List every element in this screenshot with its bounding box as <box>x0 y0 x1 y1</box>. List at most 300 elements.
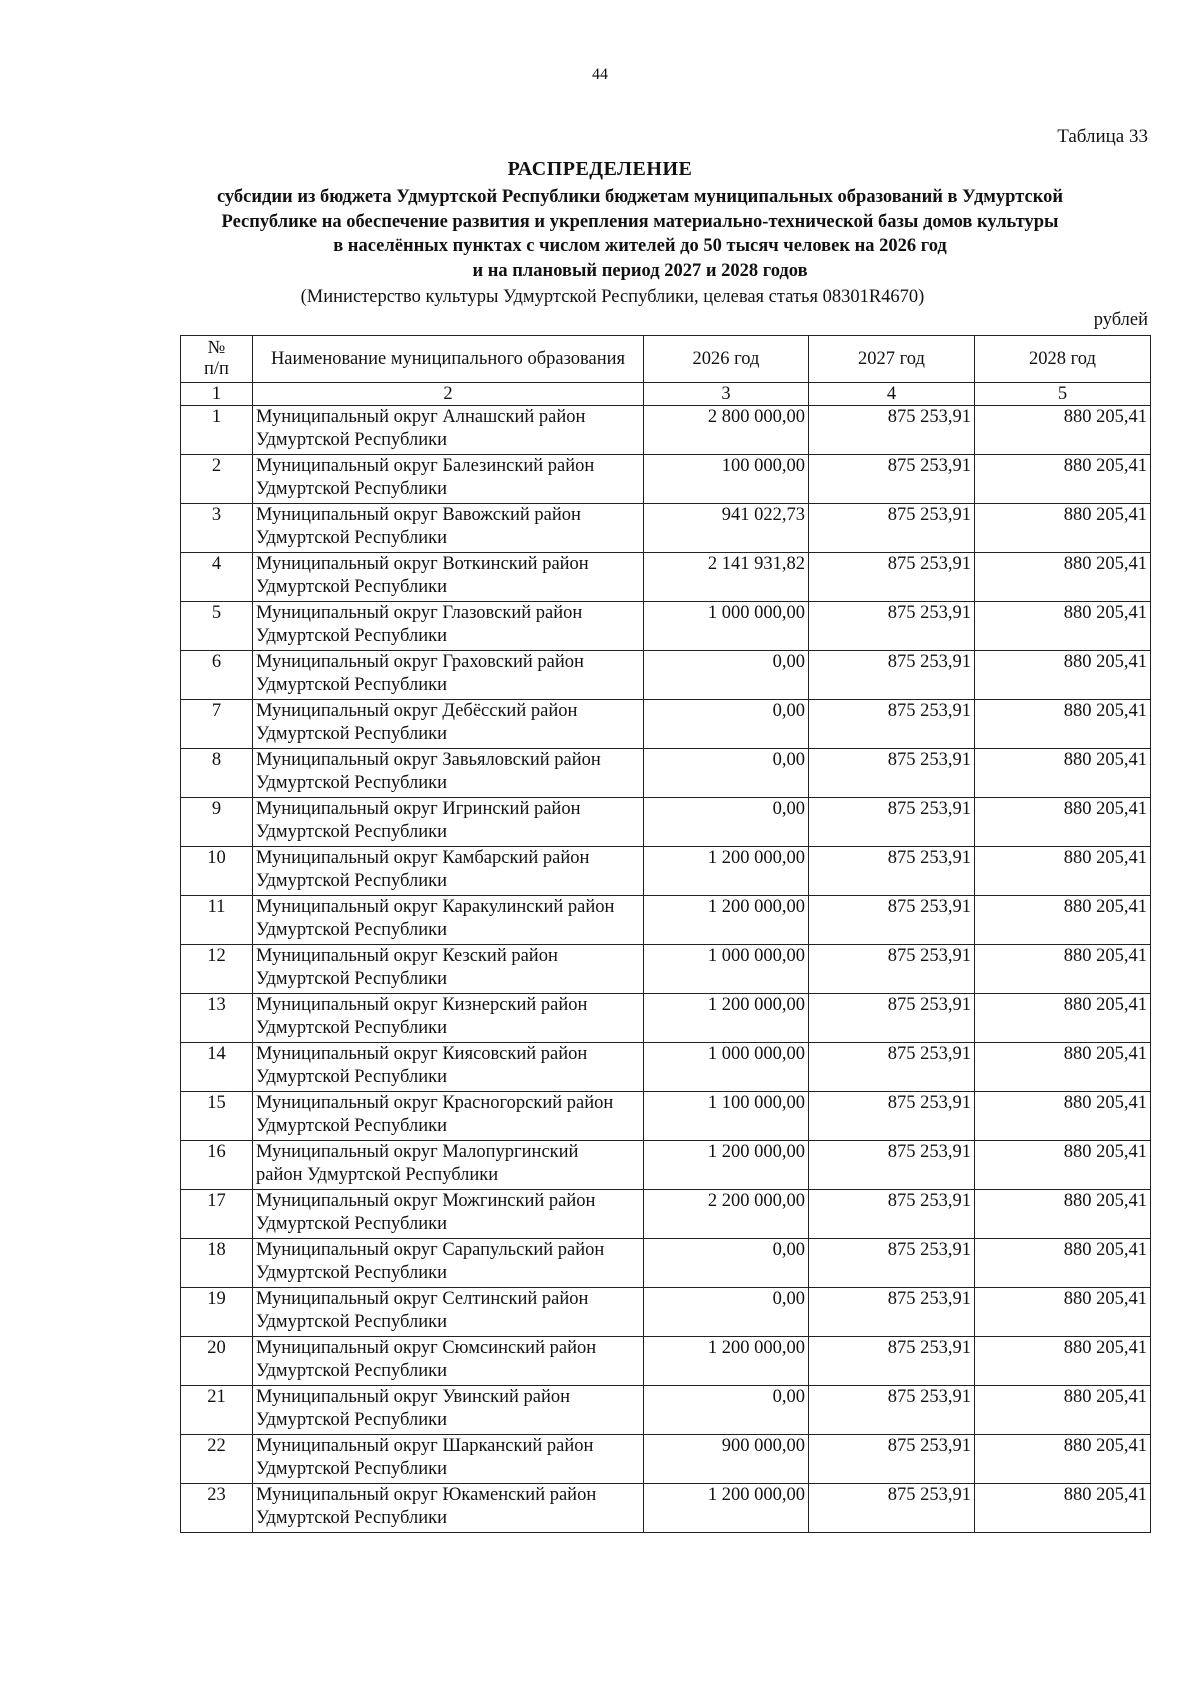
amount-2026: 1 200 000,00 <box>707 1338 805 1358</box>
amount-2027-cell <box>809 553 975 602</box>
amount-2028: 880 205,41 <box>1063 1387 1147 1407</box>
amount-2028: 880 205,41 <box>1063 701 1147 721</box>
amount-2026: 0,00 <box>772 750 805 770</box>
amount-2028: 880 205,41 <box>1063 1338 1147 1358</box>
amount-2028: 880 205,41 <box>1063 1289 1147 1309</box>
amount-2028: 880 205,41 <box>1063 554 1147 574</box>
amount-2027-cell <box>809 602 975 651</box>
row-number-cell <box>181 1239 253 1288</box>
table-row <box>181 1190 1151 1239</box>
amount-2026: 941 022,73 <box>721 505 805 525</box>
amount-2028: 880 205,41 <box>1063 1485 1147 1505</box>
amount-2026: 1 200 000,00 <box>707 1142 805 1162</box>
row-number: 5 <box>211 603 222 623</box>
amount-2027-cell <box>809 1435 975 1484</box>
amount-2028: 880 205,41 <box>1063 505 1147 525</box>
table-row <box>181 1043 1151 1092</box>
municipality-name-line: Муниципальный округ Алнашский район <box>256 407 586 427</box>
amount-2027: 875 253,91 <box>887 848 971 868</box>
amount-2027: 875 253,91 <box>887 1387 971 1407</box>
municipality-name-line: Муниципальный округ Вавожский район <box>256 505 581 525</box>
amount-2026: 1 000 000,00 <box>707 1044 805 1064</box>
header-name: Наименование муниципального образования <box>253 336 644 383</box>
row-number: 11 <box>207 897 226 917</box>
amount-2028-cell <box>975 553 1151 602</box>
row-number-cell <box>181 455 253 504</box>
amount-2026-cell <box>644 651 809 700</box>
amount-2027: 875 253,91 <box>887 1191 971 1211</box>
amount-2027-cell <box>809 1288 975 1337</box>
municipality-name-line: Удмуртской Республики <box>256 871 448 891</box>
table-row <box>181 896 1151 945</box>
municipality-name-cell <box>253 602 644 651</box>
municipality-name-cell <box>253 406 644 455</box>
document-subtitle <box>160 185 1120 283</box>
amount-2026: 1 200 000,00 <box>707 848 805 868</box>
row-number: 16 <box>207 1142 226 1162</box>
row-number-cell <box>181 945 253 994</box>
amount-2028-cell <box>975 651 1151 700</box>
table-row <box>181 1435 1151 1484</box>
distribution-table <box>180 335 1151 1533</box>
municipality-name-cell <box>253 749 644 798</box>
amount-2026-cell <box>644 455 809 504</box>
municipality-name-cell <box>253 1190 644 1239</box>
table-row <box>181 945 1151 994</box>
amount-2026: 2 141 931,82 <box>707 554 805 574</box>
row-number-cell <box>181 896 253 945</box>
table-row <box>181 1337 1151 1386</box>
municipality-name-line: Муниципальный округ Малопургинский <box>256 1142 579 1162</box>
amount-2026-cell <box>644 1239 809 1288</box>
amount-2028-cell <box>975 994 1151 1043</box>
amount-2027: 875 253,91 <box>887 652 971 672</box>
amount-2026-cell <box>644 798 809 847</box>
subtitle-line: субсидии из бюджета Удмуртской Республики бюджетам муниципальных образований в Удмуртской <box>216 187 1064 207</box>
amount-2027: 875 253,91 <box>887 456 971 476</box>
amount-2028-cell <box>975 749 1151 798</box>
amount-2028: 880 205,41 <box>1063 995 1147 1015</box>
table-row <box>181 602 1151 651</box>
amount-2026-cell <box>644 1092 809 1141</box>
amount-2027: 875 253,91 <box>887 701 971 721</box>
amount-2027: 875 253,91 <box>887 407 971 427</box>
amount-2028-cell <box>975 1190 1151 1239</box>
table-row <box>181 1484 1151 1533</box>
municipality-name-line: Удмуртской Республики <box>256 1067 448 1087</box>
municipality-name-line: Муниципальный округ Можгинский район <box>256 1191 596 1211</box>
row-number: 3 <box>211 505 222 525</box>
amount-2026: 0,00 <box>772 652 805 672</box>
municipality-name-line: Муниципальный округ Сюмсинский район <box>256 1338 597 1358</box>
row-number-cell <box>181 1092 253 1141</box>
amount-2027: 875 253,91 <box>887 1436 971 1456</box>
row-number: 23 <box>207 1485 226 1505</box>
row-number: 10 <box>207 848 226 868</box>
municipality-name-line: Муниципальный округ Красногорский район <box>256 1093 614 1113</box>
municipality-name-line: Удмуртской Республики <box>256 1018 448 1038</box>
amount-2026: 100 000,00 <box>721 456 805 476</box>
amount-2027-cell <box>809 945 975 994</box>
amount-2026-cell <box>644 1435 809 1484</box>
row-number: 7 <box>211 701 222 721</box>
municipality-name-line: Удмуртской Республики <box>256 430 448 450</box>
table-row <box>181 749 1151 798</box>
row-number: 6 <box>211 652 222 672</box>
amount-2026-cell <box>644 602 809 651</box>
amount-2027: 875 253,91 <box>887 1338 971 1358</box>
municipality-name-line: Муниципальный округ Камбарский район <box>256 848 590 868</box>
row-number: 17 <box>207 1191 226 1211</box>
header-2027: 2027 год <box>809 336 975 383</box>
amount-2027-cell <box>809 798 975 847</box>
municipality-name-line: Муниципальный округ Граховский район <box>256 652 584 672</box>
amount-2026-cell <box>644 504 809 553</box>
page-number: 44 <box>592 66 608 83</box>
amount-2027-cell <box>809 1239 975 1288</box>
row-number-cell <box>181 749 253 798</box>
amount-2027-cell <box>809 1386 975 1435</box>
amount-2027: 875 253,91 <box>887 750 971 770</box>
amount-2027-cell <box>809 1484 975 1533</box>
amount-2028: 880 205,41 <box>1063 603 1147 623</box>
row-number-cell <box>181 553 253 602</box>
row-number: 1 <box>211 407 222 427</box>
municipality-name-cell <box>253 1288 644 1337</box>
table-row <box>181 1386 1151 1435</box>
table-body <box>181 406 1151 1533</box>
municipality-name-line: Муниципальный округ Кизнерский район <box>256 995 588 1015</box>
amount-2027: 875 253,91 <box>887 946 971 966</box>
table-row <box>181 798 1151 847</box>
row-number-cell <box>181 1190 253 1239</box>
municipality-name-line: Удмуртской Республики <box>256 724 448 744</box>
amount-2027: 875 253,91 <box>887 1289 971 1309</box>
table-row <box>181 700 1151 749</box>
column-number: 2 <box>253 383 644 406</box>
amount-2028-cell <box>975 1288 1151 1337</box>
municipality-name-line: Удмуртской Республики <box>256 528 448 548</box>
row-number-cell <box>181 798 253 847</box>
document-title: РАСПРЕДЕЛЕНИЕ <box>507 158 693 180</box>
municipality-name-line: Удмуртской Республики <box>256 1116 448 1136</box>
amount-2027-cell <box>809 896 975 945</box>
municipality-name-line: Удмуртской Республики <box>256 920 448 940</box>
row-number-cell <box>181 1484 253 1533</box>
amount-2026-cell <box>644 1386 809 1435</box>
municipality-name-cell <box>253 896 644 945</box>
municipality-name-line: Муниципальный округ Сарапульский район <box>256 1240 605 1260</box>
amount-2026: 1 200 000,00 <box>707 1485 805 1505</box>
amount-2028: 880 205,41 <box>1063 407 1147 427</box>
municipality-name-line: Удмуртской Республики <box>256 1459 448 1479</box>
municipality-name-line: Удмуртской Республики <box>256 1214 448 1234</box>
row-number-cell <box>181 1337 253 1386</box>
amount-2026: 1 200 000,00 <box>707 995 805 1015</box>
row-number: 22 <box>207 1436 226 1456</box>
municipality-name-line: Муниципальный округ Балезинский район <box>256 456 595 476</box>
amount-2027-cell <box>809 1337 975 1386</box>
row-number-cell <box>181 847 253 896</box>
amount-2026: 1 200 000,00 <box>707 897 805 917</box>
header-num-line: № <box>207 338 226 358</box>
amount-2027-cell <box>809 1092 975 1141</box>
municipality-name-cell <box>253 651 644 700</box>
amount-2026: 0,00 <box>772 701 805 721</box>
row-number: 4 <box>211 554 222 574</box>
municipality-name-cell <box>253 1141 644 1190</box>
table-row <box>181 455 1151 504</box>
table-row <box>181 1141 1151 1190</box>
row-number-cell <box>181 994 253 1043</box>
amount-2026-cell <box>644 847 809 896</box>
amount-2027-cell <box>809 1141 975 1190</box>
column-number: 3 <box>644 383 809 406</box>
amount-2026-cell <box>644 896 809 945</box>
municipality-name-line: Удмуртской Республики <box>256 626 448 646</box>
row-number: 18 <box>207 1240 226 1260</box>
amount-2027: 875 253,91 <box>887 1485 971 1505</box>
municipality-name-line: Муниципальный округ Юкаменский район <box>256 1485 597 1505</box>
amount-2028: 880 205,41 <box>1063 799 1147 819</box>
amount-2026-cell <box>644 1141 809 1190</box>
amount-2026-cell <box>644 1484 809 1533</box>
amount-2028-cell <box>975 602 1151 651</box>
amount-2028: 880 205,41 <box>1063 750 1147 770</box>
table-row <box>181 504 1151 553</box>
amount-2026-cell <box>644 406 809 455</box>
municipality-name-line: Муниципальный округ Увинский район <box>256 1387 571 1407</box>
amount-2026-cell <box>644 749 809 798</box>
municipality-name-line: Удмуртской Республики <box>256 1312 448 1332</box>
row-number-cell <box>181 1288 253 1337</box>
municipality-name-line: Муниципальный округ Шарканский район <box>256 1436 594 1456</box>
amount-2028: 880 205,41 <box>1063 1240 1147 1260</box>
amount-2028-cell <box>975 1092 1151 1141</box>
amount-2027-cell <box>809 1043 975 1092</box>
amount-2028-cell <box>975 798 1151 847</box>
subtitle-line: Республике на обеспечение развития и укрепления материально-технической базы домов культуры <box>221 211 1059 232</box>
amount-2027: 875 253,91 <box>887 897 971 917</box>
amount-2028-cell <box>975 1141 1151 1190</box>
row-number-cell <box>181 1043 253 1092</box>
amount-2028-cell <box>975 896 1151 945</box>
municipality-name-cell <box>253 1435 644 1484</box>
amount-2028: 880 205,41 <box>1063 456 1147 476</box>
municipality-name-line: Удмуртской Республики <box>256 577 448 597</box>
amount-2027-cell <box>809 406 975 455</box>
amount-2028: 880 205,41 <box>1063 652 1147 672</box>
municipality-name-cell <box>253 847 644 896</box>
amount-2027: 875 253,91 <box>887 505 971 525</box>
municipality-name-line: Удмуртской Республики <box>256 773 448 793</box>
amount-2028-cell <box>975 847 1151 896</box>
table-row <box>181 406 1151 455</box>
amount-2027-cell <box>809 994 975 1043</box>
units-label: рублей <box>1093 310 1148 330</box>
column-number: 1 <box>181 383 253 406</box>
row-number-cell <box>181 1386 253 1435</box>
municipality-name-cell <box>253 1239 644 1288</box>
municipality-name-line: Удмуртской Республики <box>256 479 448 499</box>
municipality-name-cell <box>253 945 644 994</box>
row-number: 15 <box>207 1093 226 1113</box>
amount-2026-cell <box>644 700 809 749</box>
amount-2027: 875 253,91 <box>887 799 971 819</box>
amount-2027: 875 253,91 <box>887 1240 971 1260</box>
table-row <box>181 553 1151 602</box>
table-row <box>181 1092 1151 1141</box>
header-num-line: п/п <box>204 359 229 379</box>
amount-2026: 0,00 <box>772 1289 805 1309</box>
municipality-name-line: Удмуртской Республики <box>256 1508 448 1528</box>
table-row <box>181 1288 1151 1337</box>
amount-2027: 875 253,91 <box>887 554 971 574</box>
amount-2027: 875 253,91 <box>887 1142 971 1162</box>
municipality-name-cell <box>253 1386 644 1435</box>
municipality-name-line: Муниципальный округ Игринский район <box>256 799 581 819</box>
amount-2028: 880 205,41 <box>1063 1191 1147 1211</box>
amount-2028-cell <box>975 406 1151 455</box>
header-2028: 2028 год <box>975 336 1151 383</box>
municipality-name-cell <box>253 700 644 749</box>
subtitle-line: и на плановый период 2027 и 2028 годов <box>472 260 808 281</box>
column-number: 4 <box>809 383 975 406</box>
amount-2027-cell <box>809 847 975 896</box>
amount-2027: 875 253,91 <box>887 1093 971 1113</box>
amount-2027: 875 253,91 <box>887 603 971 623</box>
amount-2026-cell <box>644 945 809 994</box>
amount-2026: 1 000 000,00 <box>707 603 805 623</box>
row-number: 14 <box>207 1044 226 1064</box>
amount-2027-cell <box>809 749 975 798</box>
column-number-row <box>181 383 1151 406</box>
row-number-cell <box>181 406 253 455</box>
row-number-cell <box>181 602 253 651</box>
municipality-name-line: Удмуртской Республики <box>256 675 448 695</box>
amount-2028-cell <box>975 1043 1151 1092</box>
municipality-name-line: Муниципальный округ Глазовский район <box>256 603 583 623</box>
amount-2027-cell <box>809 651 975 700</box>
municipality-name-line: Муниципальный округ Кезский район <box>256 946 558 966</box>
amount-2026: 0,00 <box>772 799 805 819</box>
amount-2026-cell <box>644 1190 809 1239</box>
amount-2026-cell <box>644 1337 809 1386</box>
header-num <box>181 336 253 383</box>
municipality-name-line: Муниципальный округ Селтинский район <box>256 1289 589 1309</box>
amount-2026: 1 000 000,00 <box>707 946 805 966</box>
row-number-cell <box>181 700 253 749</box>
municipality-name-cell <box>253 1043 644 1092</box>
subtitle-line: в населённых пунктах с числом жителей до 50 тысяч человек на 2026 год <box>333 236 947 256</box>
amount-2028: 880 205,41 <box>1063 1436 1147 1456</box>
row-number-cell <box>181 504 253 553</box>
amount-2028: 880 205,41 <box>1063 1044 1147 1064</box>
amount-2026: 1 100 000,00 <box>707 1093 805 1113</box>
amount-2028-cell <box>975 455 1151 504</box>
row-number: 19 <box>207 1289 226 1309</box>
municipality-name-cell <box>253 1484 644 1533</box>
row-number: 13 <box>207 995 226 1015</box>
header-2026: 2026 год <box>644 336 809 383</box>
amount-2028: 880 205,41 <box>1063 897 1147 917</box>
amount-2026: 2 200 000,00 <box>707 1191 805 1211</box>
amount-2028-cell <box>975 1386 1151 1435</box>
ministry-note: (Министерство культуры Удмуртской Республики, целевая статья 08301R4670) <box>300 287 925 307</box>
amount-2028: 880 205,41 <box>1063 946 1147 966</box>
municipality-name-cell <box>253 1337 644 1386</box>
amount-2027-cell <box>809 455 975 504</box>
municipality-name-cell <box>253 504 644 553</box>
municipality-name-cell <box>253 455 644 504</box>
table-row <box>181 847 1151 896</box>
amount-2028-cell <box>975 1239 1151 1288</box>
amount-2026: 0,00 <box>772 1387 805 1407</box>
amount-2028: 880 205,41 <box>1063 1093 1147 1113</box>
municipality-name-cell <box>253 994 644 1043</box>
municipality-name-line: Муниципальный округ Завьяловский район <box>256 750 601 770</box>
amount-2027: 875 253,91 <box>887 995 971 1015</box>
row-number-cell <box>181 1435 253 1484</box>
municipality-name-line: Муниципальный округ Дебёсский район <box>256 701 578 721</box>
amount-2028-cell <box>975 1337 1151 1386</box>
amount-2028: 880 205,41 <box>1063 1142 1147 1162</box>
row-number: 20 <box>207 1338 226 1358</box>
row-number: 12 <box>207 946 226 966</box>
amount-2027-cell <box>809 1190 975 1239</box>
row-number-cell <box>181 1141 253 1190</box>
municipality-name-line: Удмуртской Республики <box>256 1361 448 1381</box>
amount-2028-cell <box>975 1484 1151 1533</box>
amount-2028-cell <box>975 504 1151 553</box>
amount-2027-cell <box>809 700 975 749</box>
table-label: Таблица 33 <box>1057 126 1148 147</box>
municipality-name-line: Муниципальный округ Киясовский район <box>256 1044 588 1064</box>
amount-2026: 900 000,00 <box>721 1436 805 1456</box>
amount-2028: 880 205,41 <box>1063 848 1147 868</box>
municipality-name-line: Муниципальный округ Каракулинский район <box>256 897 615 917</box>
table-row <box>181 994 1151 1043</box>
amount-2027: 875 253,91 <box>887 1044 971 1064</box>
amount-2026-cell <box>644 994 809 1043</box>
table-row <box>181 651 1151 700</box>
amount-2028-cell <box>975 700 1151 749</box>
amount-2026-cell <box>644 1288 809 1337</box>
municipality-name-line: Удмуртской Республики <box>256 969 448 989</box>
municipality-name-line: Удмуртской Республики <box>256 1263 448 1283</box>
column-number: 5 <box>975 383 1151 406</box>
municipality-name-cell <box>253 1092 644 1141</box>
amount-2026: 0,00 <box>772 1240 805 1260</box>
amount-2028-cell <box>975 1435 1151 1484</box>
municipality-name-line: район Удмуртской Республики <box>256 1165 499 1185</box>
amount-2027-cell <box>809 504 975 553</box>
amount-2028-cell <box>975 945 1151 994</box>
municipality-name-cell <box>253 553 644 602</box>
row-number: 2 <box>211 456 222 476</box>
row-number-cell <box>181 651 253 700</box>
municipality-name-line: Удмуртской Республики <box>256 822 448 842</box>
municipality-name-cell <box>253 798 644 847</box>
row-number: 21 <box>207 1387 226 1407</box>
amount-2026: 2 800 000,00 <box>707 407 805 427</box>
table-header-row <box>181 336 1151 383</box>
amount-2026-cell <box>644 553 809 602</box>
table-row <box>181 1239 1151 1288</box>
municipality-name-line: Удмуртской Республики <box>256 1410 448 1430</box>
row-number: 9 <box>211 799 222 819</box>
amount-2026-cell <box>644 1043 809 1092</box>
